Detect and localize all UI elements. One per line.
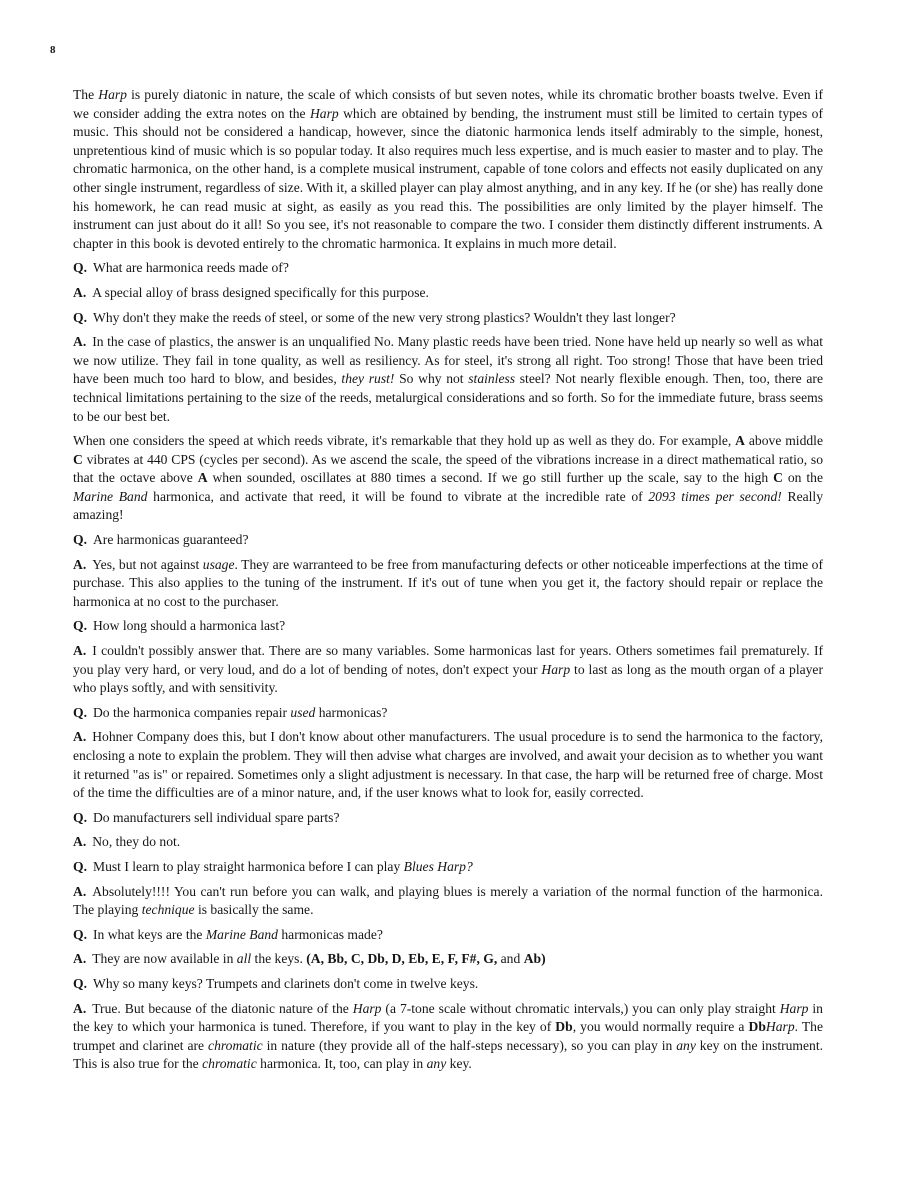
answer-blues-harp: A. Absolutely!!!! You can't run before you can walk, and playing blues is merely a variation of the normal function of the harmonica. The playing technique is basically the same. xyxy=(73,883,823,918)
question-keys: Q. In what keys are the Marine Band harmonicas made? xyxy=(73,926,383,942)
speed-paragraph: When one considers the speed at which reeds vibrate, it's remarkable that they hold up as well as they do. For example, A above middle C vibrates at 440 CPS (cycles per second). As we ascend the scale, the speed of the vibrations increase in a direct mathematical ratio, so that the octave above A when sounded, oscillates at 880 times a second. If we go still further up the scale, say to the high C on the Marine Band harmonica, and activate that reed, it will be found to vibrate at the incredible rate of 2093 times per second! Really amazing! xyxy=(73,433,823,523)
answer-steel: A. In the case of plastics, the answer is an unqualified No. Many plastic reeds have been tried. None have held up nearly so well as what we now utilize. They fail in tone quality, as well as resiliency. As for steel, it's strong all right. Too strong! Those that have been tried have been much too hard to blow, and besides, they rust! So why not stainless steel? Not nearly flexible enough. Then, too, there are technical limitations pertaining to the size of the reeds, metalurgical considerations and so forth. So for the immediate future, brass seems to be our best bet. xyxy=(73,334,823,424)
answer-guaranteed: A. Yes, but not against usage. They are warranteed to be free from manufacturing defects or other noticeable imperfections at the time of purchase. This also applies to the tuning of the instrument. If it's out of tune when you get it, the factory should repair or replace the harmonica at no cost to the purchaser. xyxy=(73,556,823,609)
answer-repair: A. Hohner Company does this, but I don't know about other manufacturers. The usual procedure is to send the harmonica to the factory, enclosing a note to explain the problem. They will then advise what charges are involved, and await your decision as to whether you want it returned "as is" or repaired. Sometimes only a slight adjustment is necessary. In that case, the harp will be returned free of charge. Most of the time the difficulties are of a minor nature, and, if the user knows what to look for, easily corrected. xyxy=(73,729,823,801)
question-many-keys: Q. Why so many keys? Trumpets and clarinets don't come in twelve keys. xyxy=(73,975,479,991)
answer-many-keys: A. True. But because of the diatonic nature of the Harp (a 7-tone scale without chromatic intervals,) you can only play straight Harp in the key to which your harmonica is tuned. Therefore, if you want to play in the key of Db, you would normally require a DbHarp. The trumpet and clarinet are chromatic in nature (they provide all of the half-steps necessary), so you can play in any key on the instrument. This is also true for the chromatic harmonica. It, too, can play in any key. xyxy=(73,1000,823,1072)
question-guaranteed: Q. Are harmonicas guaranteed? xyxy=(73,532,249,548)
question-how-long: Q. How long should a harmonica last? xyxy=(73,618,286,634)
answer-reeds: A. A special alloy of brass designed specifically for this purpose. xyxy=(73,284,429,300)
page-body xyxy=(73,86,823,1080)
question-blues-harp: Q. Must I learn to play straight harmonica before I can play Blues Harp? xyxy=(73,858,473,874)
answer-how-long: A. I couldn't possibly answer that. There are so many variables. Some harmonicas last for years. Others sometimes fail prematurely. If you play very hard, or very loud, and do a lot of bending of notes, don't expect your Harp to last as long as the mouth organ of a player who plays softly, and with sensitivity. xyxy=(73,643,823,696)
intro-paragraph: The Harp is purely diatonic in nature, the scale of which consists of but seven notes, while its chromatic brother boasts twelve. Even if we consider adding the extra notes on the Harp which are obtained by bending, the instrument must still be limited to certain types of music. This should not be considered a handicap, however, since the diatonic harmonica lends itself admirably to the simple, honest, unpretentious kind of music which is so popular today. It also requires much less expertise, and is much easier to master and to play. The chromatic harmonica, on the other hand, is a complete musical instrument, capable of tone colors and effects not easily duplicated on any other single instrument, regardless of size. With it, a skilled player can play almost anything, and in any key. If he (or she) has really done his homework, he can read music at sight, as easily as you read this. The possibilities are only limited by the player himself. The instrument can just about do it all! So you see, it's not reasonable to compare the two. I consider them distinctly different instruments. A chapter in this book is devoted entirely to the chromatic harmonica. It explains in much more detail. xyxy=(73,87,823,251)
answer-keys: A. They are now available in all the keys. (A, Bb, C, Db, D, Eb, E, F, F#, G, and Ab) xyxy=(73,951,546,967)
page-number: 8 xyxy=(50,44,56,56)
answer-spare-parts: A. No, they do not. xyxy=(73,834,181,850)
question-repair: Q. Do the harmonica companies repair used harmonicas? xyxy=(73,704,388,720)
question-reeds: Q. What are harmonica reeds made of? xyxy=(73,260,289,276)
question-steel: Q. Why don't they make the reeds of steel, or some of the new very strong plastics? Wouldn't they last longer? xyxy=(73,309,676,325)
question-spare-parts: Q. Do manufacturers sell individual spare parts? xyxy=(73,809,340,825)
